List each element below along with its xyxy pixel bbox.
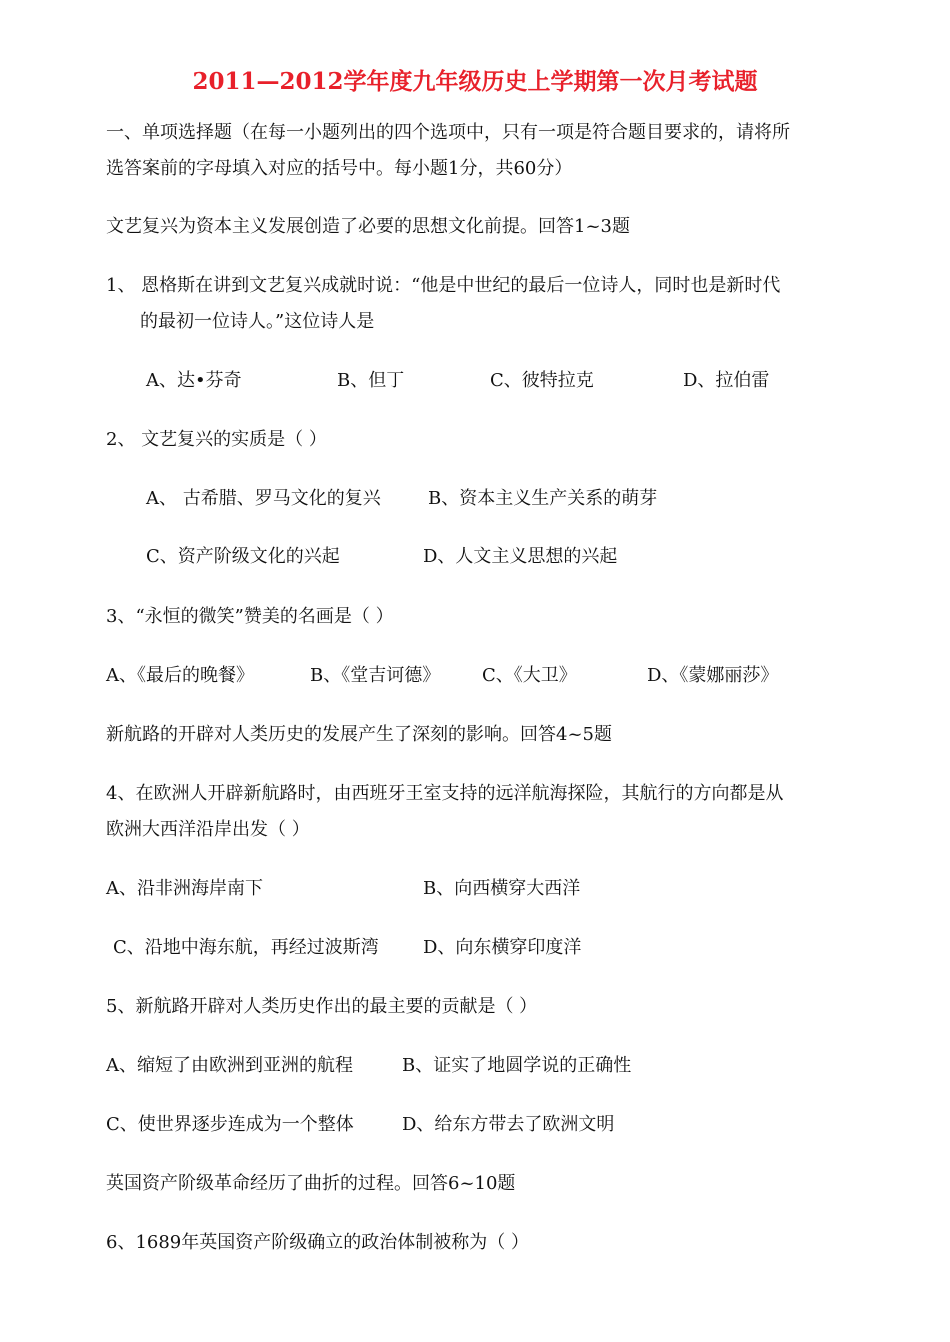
q5-stem: 5、新航路开辟对人类历史作出的最主要的贡献是（ ） bbox=[106, 996, 538, 1017]
q2-option-a: A、 古希腊、罗马文化的复兴 bbox=[146, 488, 381, 509]
q1-option-c: C、彼特拉克 bbox=[490, 370, 594, 391]
section-heading-line2: 选答案前的字母填入对应的括号中。每小题1分，共60分） bbox=[106, 158, 573, 179]
q5-option-b: B、证实了地圆学说的正确性 bbox=[402, 1055, 632, 1076]
q3-stem: 3、“永恒的微笑”赞美的名画是（ ） bbox=[106, 606, 394, 627]
q4-stem-line1: 4、在欧洲人开辟新航路时，由西班牙王室支持的远洋航海探险，其航行的方向都是从 bbox=[106, 783, 784, 804]
q1-option-d: D、拉伯雷 bbox=[683, 370, 770, 391]
q2-option-c: C、资产阶级文化的兴起 bbox=[146, 546, 340, 567]
q1-option-b: B、但丁 bbox=[337, 370, 405, 391]
q2-stem: 2、 文艺复兴的实质是（ ） bbox=[106, 429, 327, 450]
q3-option-b: B、《堂吉诃德》 bbox=[310, 665, 441, 686]
q6-stem: 6、1689年英国资产阶级确立的政治体制被称为（ ） bbox=[106, 1232, 529, 1253]
intro-english-revolution: 英国资产阶级革命经历了曲折的过程。回答6~10题 bbox=[106, 1173, 516, 1194]
q4-option-b: B、向西横穿大西洋 bbox=[423, 878, 581, 899]
q5-option-d: D、给东方带去了欧洲文明 bbox=[402, 1114, 615, 1135]
q4-stem-line2: 欧洲大西洋沿岸出发（ ） bbox=[106, 819, 310, 840]
q3-option-a: A、《最后的晚餐》 bbox=[106, 665, 254, 686]
q5-option-a: A、缩短了由欧洲到亚洲的航程 bbox=[106, 1055, 353, 1076]
q1-stem-line1: 1、 恩格斯在讲到文艺复兴成就时说：“他是中世纪的最后一位诗人，同时也是新时代 bbox=[106, 275, 781, 296]
q3-option-c: C、《大卫》 bbox=[482, 665, 577, 686]
q1-stem-line2: 的最初一位诗人。”这位诗人是 bbox=[140, 311, 375, 332]
q4-option-a: A、沿非洲海岸南下 bbox=[106, 878, 263, 899]
q4-option-c: C、沿地中海东航，再经过波斯湾 bbox=[113, 937, 379, 958]
section-heading-line1: 一、单项选择题（在每一小题列出的四个选项中，只有一项是符合题目要求的，请将所 bbox=[106, 122, 790, 143]
q1-option-a: A、达•芬奇 bbox=[146, 370, 242, 391]
q4-option-d: D、向东横穿印度洋 bbox=[423, 937, 582, 958]
q5-option-c: C、使世界逐步连成为一个整体 bbox=[106, 1114, 354, 1135]
q2-option-d: D、人文主义思想的兴起 bbox=[423, 546, 618, 567]
intro-renaissance: 文艺复兴为资本主义发展创造了必要的思想文化前提。回答1~3题 bbox=[106, 216, 630, 237]
intro-new-routes: 新航路的开辟对人类历史的发展产生了深刻的影响。回答4~5题 bbox=[106, 724, 612, 745]
q2-option-b: B、资本主义生产关系的萌芽 bbox=[428, 488, 658, 509]
page-title: 2011—2012学年度九年级历史上学期第一次月考试题 bbox=[192, 68, 758, 95]
q3-option-d: D、《蒙娜丽莎》 bbox=[647, 665, 779, 686]
